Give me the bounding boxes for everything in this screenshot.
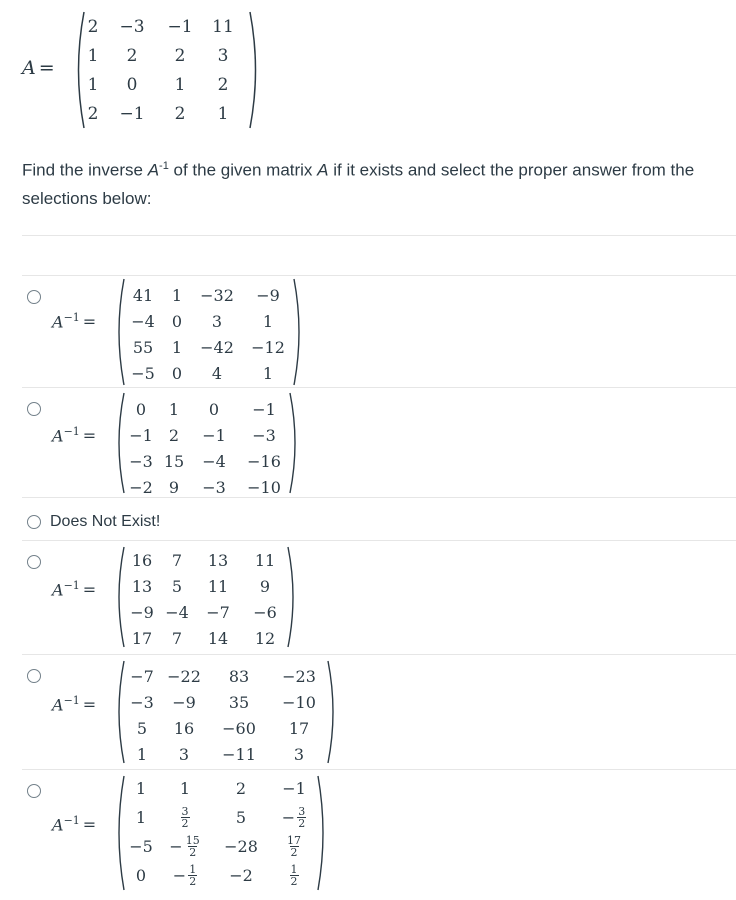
matrix-cell: −9 (130, 602, 154, 622)
matrix-cell: 2 (168, 425, 180, 445)
option-matrix (124, 396, 290, 500)
matrix-cell: 0 (135, 399, 147, 419)
matrix-cell: 1 (262, 311, 274, 331)
matrix-cell: −3 (252, 425, 276, 445)
matrix-cell: 1 (262, 363, 274, 383)
answer-radio-1[interactable] (27, 290, 41, 304)
option-matrix (124, 774, 318, 890)
matrix-a-label: A = (22, 57, 55, 79)
matrix-cell: −60 (222, 718, 256, 738)
matrix-cell: 0 (171, 363, 183, 383)
matrix-cell: −28 (224, 837, 258, 856)
matrix-cell: 1 (135, 779, 147, 798)
matrix-cell: 5 (171, 576, 183, 596)
matrix-cell: 16 (131, 550, 153, 570)
answer-radio-5[interactable] (27, 669, 41, 683)
right-paren (316, 774, 328, 892)
matrix-cell: $\frac{3}{2}$ (181, 805, 189, 830)
matrix-cell: −1 (119, 103, 145, 124)
matrix-cell: −9 (256, 285, 280, 305)
matrix-cell: 17 (131, 628, 153, 648)
matrix-cell: 1 (174, 74, 186, 95)
matrix-cell: −4 (131, 311, 155, 331)
matrix-cell: −7 (130, 666, 154, 686)
matrix-cell: 3 (211, 311, 223, 331)
matrix-cell: 5 (136, 718, 148, 738)
matrix-cell: −5 (131, 363, 155, 383)
option-matrix (124, 547, 288, 651)
option-label: $A^{-1}$ = (52, 425, 97, 446)
matrix-cell: 7 (171, 628, 183, 648)
matrix-cell: 2 (126, 45, 138, 66)
answer-radio-4[interactable] (27, 555, 41, 569)
option-divider (22, 654, 736, 655)
matrix-cell: 13 (207, 550, 229, 570)
matrix-cell: 2 (217, 74, 229, 95)
matrix-cell: 14 (207, 628, 229, 648)
option-divider (22, 769, 736, 770)
option-matrix (124, 282, 294, 386)
matrix-a (22, 10, 272, 130)
matrix-cell: 1 (179, 779, 191, 798)
matrix-cell: −1 (202, 425, 226, 445)
option-divider (22, 497, 736, 498)
matrix-cell: −1 (129, 425, 153, 445)
divider (22, 235, 736, 236)
matrix-cell: −42 (200, 337, 234, 357)
matrix-cell: 1 (87, 45, 99, 66)
right-paren (288, 391, 300, 495)
right-paren (292, 277, 304, 387)
matrix-cell: 1 (136, 744, 148, 764)
option-label: $A^{-1}$ = (52, 814, 97, 835)
matrix-cell: −23 (282, 666, 316, 686)
matrix-cell: −10 (247, 477, 281, 497)
matrix-cell: −3 (130, 692, 154, 712)
matrix-cell: 1 (135, 808, 147, 827)
matrix-cell: 55 (132, 337, 154, 357)
option-divider (22, 275, 736, 276)
matrix-cell: −3 (202, 477, 226, 497)
matrix-cell: −1 (252, 399, 276, 419)
matrix-cell: 1 (171, 285, 183, 305)
right-paren (286, 545, 298, 649)
matrix-cell: −32 (200, 285, 234, 305)
matrix-cell: 7 (171, 550, 183, 570)
matrix-cell: 13 (131, 576, 153, 596)
matrix-cell: $\frac{17}{2}$ (287, 834, 301, 859)
matrix-cell: 3 (293, 744, 305, 764)
matrix-cell: 17 (288, 718, 310, 738)
matrix-cell: −11 (222, 744, 256, 764)
matrix-cell: 2 (87, 103, 99, 124)
matrix-cell: 4 (211, 363, 223, 383)
matrix-cell: −6 (253, 602, 277, 622)
matrix-cell: 35 (228, 692, 250, 712)
matrix-cell: −5 (129, 837, 153, 856)
matrix-a-grid (80, 12, 244, 128)
matrix-cell: 0 (171, 311, 183, 331)
matrix-cell: 2 (174, 45, 186, 66)
matrix-cell: −2 (229, 866, 253, 885)
matrix-cell: 15 (163, 451, 185, 471)
matrix-cell: −9 (172, 692, 196, 712)
matrix-cell: 12 (254, 628, 276, 648)
matrix-cell: −4 (165, 602, 189, 622)
matrix-cell: −1 (167, 16, 193, 37)
matrix-cell: − $\frac{1}{2}$ (172, 863, 197, 888)
option-divider (22, 540, 736, 541)
answer-radio-6[interactable] (27, 784, 41, 798)
matrix-cell: 41 (132, 285, 154, 305)
matrix-cell: 0 (126, 74, 138, 95)
matrix-cell: 1 (171, 337, 183, 357)
matrix-cell: −22 (167, 666, 201, 686)
matrix-cell: −3 (119, 16, 145, 37)
matrix-cell: −4 (202, 451, 226, 471)
matrix-cell: −16 (247, 451, 281, 471)
matrix-cell: − $\frac{15}{2}$ (169, 834, 200, 859)
matrix-cell: −3 (129, 451, 153, 471)
matrix-cell: 11 (207, 576, 229, 596)
right-paren (248, 10, 262, 130)
matrix-cell: 83 (228, 666, 250, 686)
option-divider (22, 387, 736, 388)
matrix-cell: 1 (217, 103, 229, 124)
option-label: $A^{-1}$ = (52, 311, 97, 332)
matrix-cell: −10 (282, 692, 316, 712)
matrix-cell: 2 (174, 103, 186, 124)
option-matrix (124, 663, 328, 767)
matrix-cell: 2 (87, 16, 99, 37)
matrix-cell: 2 (235, 779, 247, 798)
option-label: $A^{-1}$ = (52, 579, 97, 600)
matrix-cell: −2 (129, 477, 153, 497)
matrix-cell: 3 (178, 744, 190, 764)
matrix-cell: −12 (251, 337, 285, 357)
matrix-cell: −7 (206, 602, 230, 622)
matrix-cell: 11 (254, 550, 276, 570)
answer-radio-2[interactable] (27, 402, 41, 416)
matrix-cell: 11 (212, 16, 234, 37)
matrix-cell: 16 (173, 718, 195, 738)
matrix-cell: − $\frac{3}{2}$ (281, 805, 306, 830)
matrix-cell: 3 (217, 45, 229, 66)
matrix-cell: −1 (282, 779, 306, 798)
question-text: Find the inverse $A^{-1}$ of the given matrix A if it exists and select the proper answer from the selections below: (22, 160, 695, 208)
matrix-cell: 9 (259, 576, 271, 596)
matrix-cell: 9 (168, 477, 180, 497)
matrix-cell: 0 (208, 399, 220, 419)
matrix-cell: 5 (235, 808, 247, 827)
matrix-cell: $\frac{1}{2}$ (290, 863, 298, 888)
matrix-cell: 1 (87, 74, 99, 95)
option-text[interactable]: Does Not Exist! (50, 513, 161, 530)
matrix-cell: 0 (135, 866, 147, 885)
option-label: $A^{-1}$ = (52, 694, 97, 715)
answer-radio-3[interactable] (27, 515, 41, 529)
matrix-cell: 1 (168, 399, 180, 419)
right-paren (326, 659, 338, 765)
